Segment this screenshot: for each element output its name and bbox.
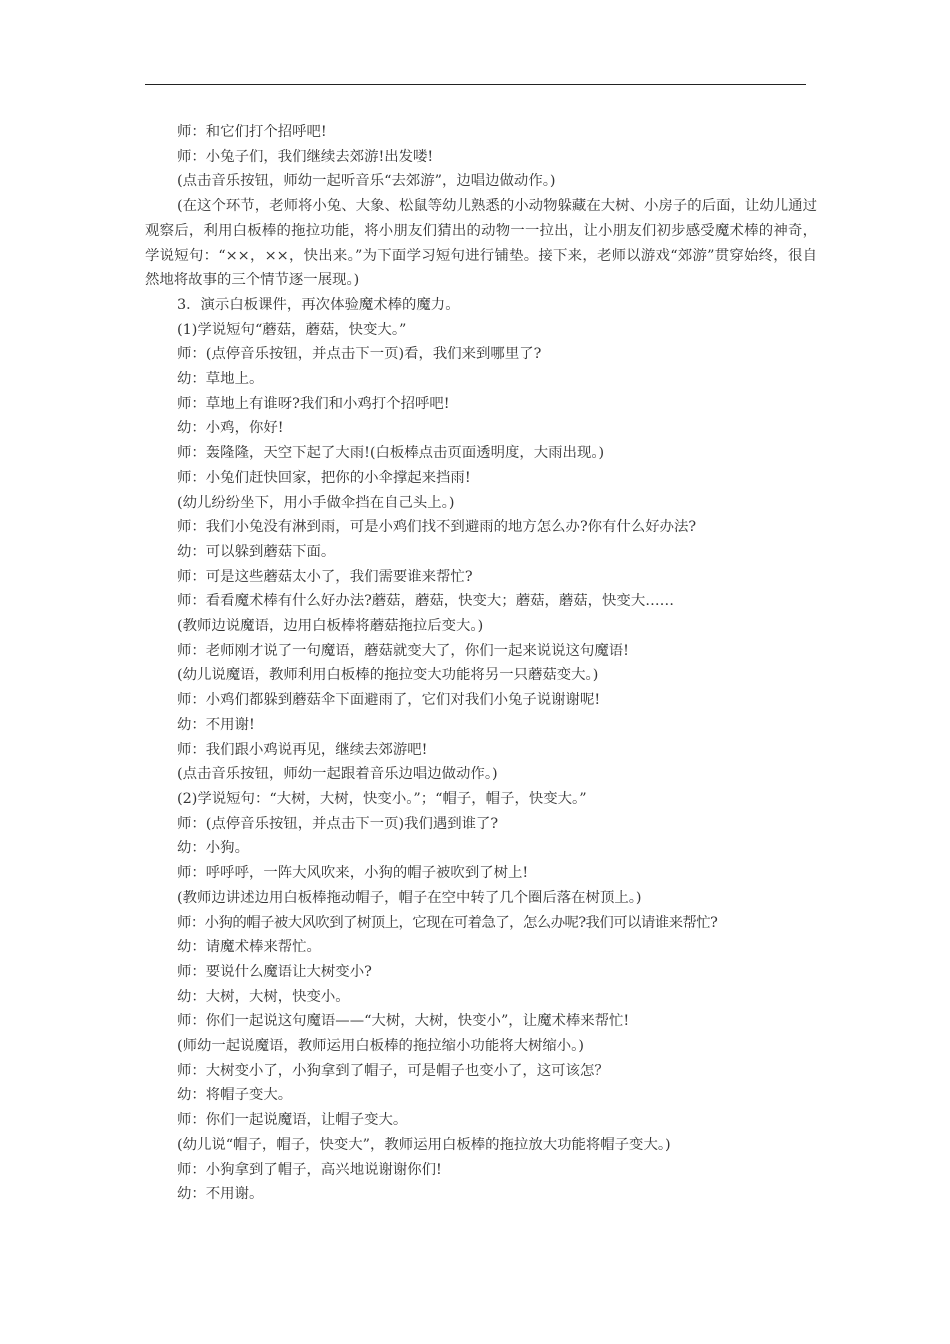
paragraph: 师：可是这些蘑菇太小了，我们需要谁来帮忙? <box>177 568 473 585</box>
paragraph: (点击音乐按钮，师幼一起听音乐“去郊游”，边唱边做动作。) <box>177 173 556 190</box>
paragraph: 幼：大树，大树，快变小。 <box>177 988 350 1005</box>
paragraph: 师：我们跟小鸡说再见，继续去郊游吧! <box>177 741 428 758</box>
paragraph: 幼：可以躲到蘑菇下面。 <box>177 543 336 560</box>
paragraph: 幼：小狗。 <box>177 840 249 857</box>
paragraph: 师：看看魔术棒有什么好办法?蘑菇，蘑菇，快变大；蘑菇，蘑菇，快变大…… <box>177 593 674 610</box>
paragraph: (幼儿说“帽子，帽子，快变大”，教师运用白板棒的拖拉放大功能将帽子变大。) <box>177 1136 671 1153</box>
paragraph: 师：草地上有谁呀?我们和小鸡打个招呼吧! <box>177 395 450 412</box>
paragraph: 师：和它们打个招呼吧! <box>177 124 327 140</box>
paragraph: 师：小兔们赶快回家，把你的小伞撑起来挡雨! <box>177 469 471 486</box>
header-rule <box>145 84 806 85</box>
paragraph: 幼：不用谢! <box>177 716 255 733</box>
paragraph: (点击音乐按钮，师幼一起跟着音乐边唱边做动作。) <box>177 766 498 783</box>
paragraph: 幼：草地上。 <box>177 371 264 388</box>
paragraph: (幼儿纷纷坐下，用小手做伞挡在自己头上。) <box>177 494 455 511</box>
paragraph: (1)学说短句“蘑菇，蘑菇，快变大。” <box>177 321 407 338</box>
paragraph: (教师边讲述边用白板棒拖动帽子，帽子在空中转了几个圈后落在树顶上。) <box>177 889 642 906</box>
paragraph: 师：小狗拿到了帽子，高兴地说谢谢你们! <box>177 1161 442 1178</box>
paragraph: 3．演示白板课件，再次体验魔术棒的魔力。 <box>177 296 460 313</box>
paragraph: 师：小兔子们，我们继续去郊游!出发喽! <box>177 148 434 165</box>
paragraph: 幼：请魔术棒来帮忙。 <box>177 939 321 956</box>
paragraph: 师：轰隆隆，天空下起了大雨!(白板棒点击页面透明度，大雨出现。) <box>177 445 605 462</box>
paragraph: 幼：不用谢。 <box>177 1186 264 1203</box>
paragraph: 师：(点停音乐按钮，并点击下一页)看，我们来到哪里了? <box>177 346 542 363</box>
paragraph: 师：大树变小了，小狗拿到了帽子，可是帽子也变小了，这可该怎？ <box>177 1062 609 1079</box>
document-body <box>145 120 817 1207</box>
paragraph: (在这个环节，老师将小兔、大象、松鼠等幼儿熟悉的小动物躲藏在大树、小房子的后面，让幼儿通过观察后，利用白板棒的拖拉功能，将小朋友们猜出的动物一一拉出，让小朋友们初步感受魔术棒的神奇，学说短句：“××，××，快出来。”为下面学习短句进行铺垫。接下来，老师以游戏“郊游”贯穿始终，很自然地将故事的三个情节逐一展现。) <box>145 198 817 289</box>
paragraph: 师：老师刚才说了一句魔语，蘑菇就变大了，你们一起来说说这句魔语! <box>177 642 629 659</box>
paragraph: 师：小狗的帽子被大风吹到了树顶上，它现在可着急了，怎么办呢?我们可以请谁来帮忙? <box>177 914 718 931</box>
paragraph: 师：呼呼呼，一阵大风吹来，小狗的帽子被吹到了树上! <box>177 865 529 882</box>
paragraph: (幼儿说魔语，教师利用白板棒的拖拉变大功能将另一只蘑菇变大。) <box>177 667 599 684</box>
paragraph: (2)学说短句：“大树，大树，快变小。”；“帽子，帽子，快变大。” <box>177 790 587 807</box>
paragraph: 幼：将帽子变大。 <box>177 1087 293 1104</box>
paragraph: 师：(点停音乐按钮，并点击下一页)我们遇到谁了? <box>177 815 499 832</box>
paragraph: (师幼一起说魔语，教师运用白板棒的拖拉缩小功能将大树缩小。) <box>177 1038 584 1055</box>
paragraph: 师：你们一起说魔语，让帽子变大。 <box>177 1112 408 1129</box>
paragraph: 师：我们小兔没有淋到雨，可是小鸡们找不到避雨的地方怎么办?你有什么好办法? <box>177 519 697 536</box>
paragraph: 师：要说什么魔语让大树变小? <box>177 963 372 980</box>
paragraph: 幼：小鸡，你好! <box>177 420 284 437</box>
paragraph: 师：小鸡们都躲到蘑菇伞下面避雨了，它们对我们小兔子说谢谢呢! <box>177 692 601 709</box>
paragraph: (教师边说魔语，边用白板棒将蘑菇拖拉后变大。) <box>177 618 484 635</box>
paragraph: 师：你们一起说这句魔语——“大树，大树，快变小”，让魔术棒来帮忙! <box>177 1013 630 1030</box>
